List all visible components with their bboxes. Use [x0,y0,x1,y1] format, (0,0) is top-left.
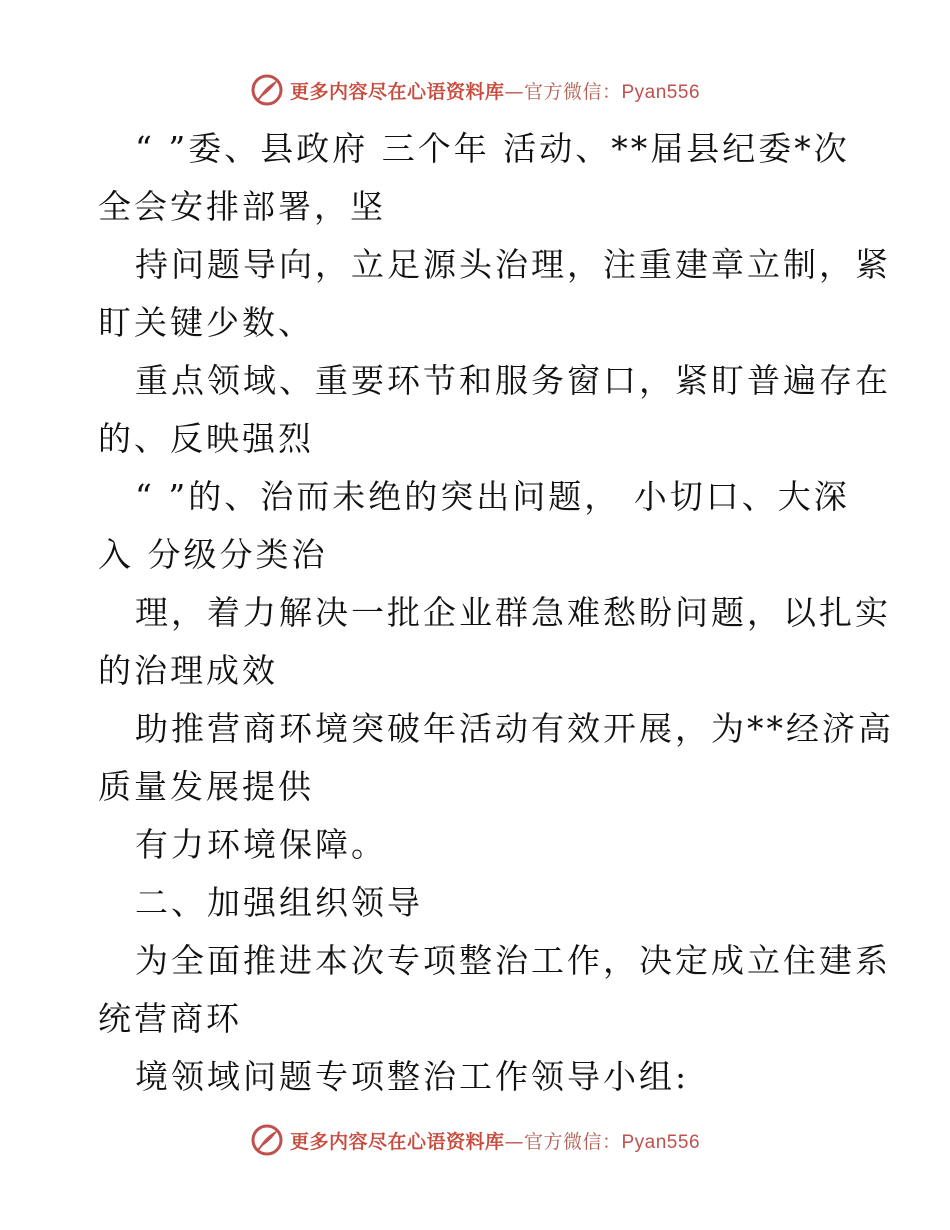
text-line: 的、反映强烈 [98,419,314,458]
watermark-main: 更多内容尽在心语资料库 [289,1130,505,1153]
text-line: 境领域问题专项整治工作领导小组: [135,1057,690,1096]
watermark-separator: — [504,80,524,103]
watermark-separator: — [504,1130,524,1153]
text-line: 统营商环 [98,999,242,1038]
text-line: 有力环境保障。 [135,825,387,864]
text-line: 持问题导向，立足源头治理，注重建章立制，紧 [135,245,891,284]
text-line: 盯关键少数、 [98,303,314,342]
text-line: 理，着力解决一批企业群急难愁盼问题，以扎实 [135,593,891,632]
header-watermark [0,70,950,110]
text-line: 质量发展提供 [98,767,314,806]
footer-watermark [0,1120,950,1160]
feather-logo-icon [250,1123,284,1157]
text-line: 的治理成效 [98,651,278,690]
watermark-text [290,77,700,104]
text-line: 入 分级分类治 [98,535,328,574]
text-line: 助推营商环境突破年活动有效开展，为**经济高 [135,709,894,748]
text-line: “ ”委、县政府 三个年 活动、**届县纪委*次 [135,129,850,168]
text-line: 为全面推进本次专项整治工作，决定成立住建系 [135,941,891,980]
text-line: “ ”的、治而未绝的突出问题， 小切口、大深 [135,477,850,516]
document-body [98,120,894,1106]
watermark-id: Pyan556 [621,81,701,103]
watermark-main: 更多内容尽在心语资料库 [289,80,505,103]
watermark-official: 官方微信： [523,1130,622,1153]
text-line: 重点领域、重要环节和服务窗口，紧盯普遍存在 [135,361,891,400]
section-heading: 二、加强组织领导 [135,883,423,922]
feather-logo-icon [250,73,284,107]
text-line: 全会安排部署，坚 [98,187,386,226]
watermark-id: Pyan556 [621,1131,701,1153]
watermark-text [290,1127,700,1154]
watermark-official: 官方微信： [523,80,622,103]
